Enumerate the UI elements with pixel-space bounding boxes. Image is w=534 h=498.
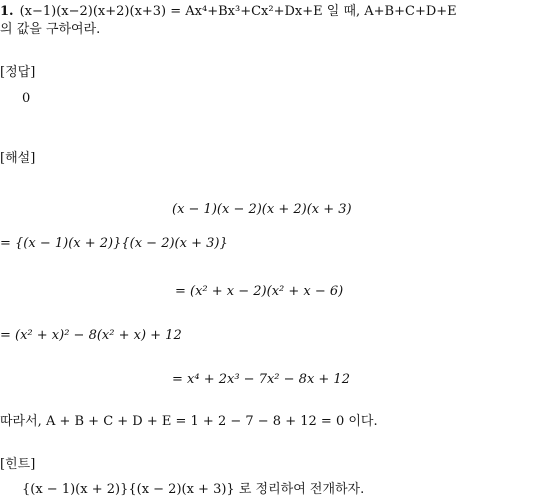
solution-step-3: = (x² + x − 2)(x² + x − 6)	[175, 284, 344, 299]
problem-text-line2: 의 값을 구하여라.	[0, 22, 101, 37]
problem-text-line1: (x−1)(x−2)(x+2)(x+3) = Ax⁴+Bx³+Cx²+Dx+E 일 때, A+B+C+D+E	[19, 4, 457, 19]
solution-conclusion: 따라서, A + B + C + D + E = 1 + 2 − 7 − 8 + 12 = 0 이다.	[0, 414, 378, 429]
hint-label: [힌트]	[0, 457, 36, 472]
solution-step-1: (x − 1)(x − 2)(x + 2)(x + 3)	[172, 202, 352, 217]
problem-line-1	[0, 4, 457, 20]
answer-value: 0	[22, 91, 31, 106]
problem-number: 1.	[0, 4, 14, 19]
solution-label: [해설]	[0, 151, 36, 166]
hint-text: {(x − 1)(x + 2)}{(x − 2)(x + 3)} 로 정리하여 전개하자.	[22, 482, 365, 497]
answer-label: [정답]	[0, 65, 36, 80]
solution-step-5: = x⁴ + 2x³ − 7x² − 8x + 12	[172, 372, 350, 387]
solution-step-2: = {(x − 1)(x + 2)}{(x − 2)(x + 3)}	[0, 236, 228, 251]
solution-step-4: = (x² + x)² − 8(x² + x) + 12	[0, 328, 182, 343]
